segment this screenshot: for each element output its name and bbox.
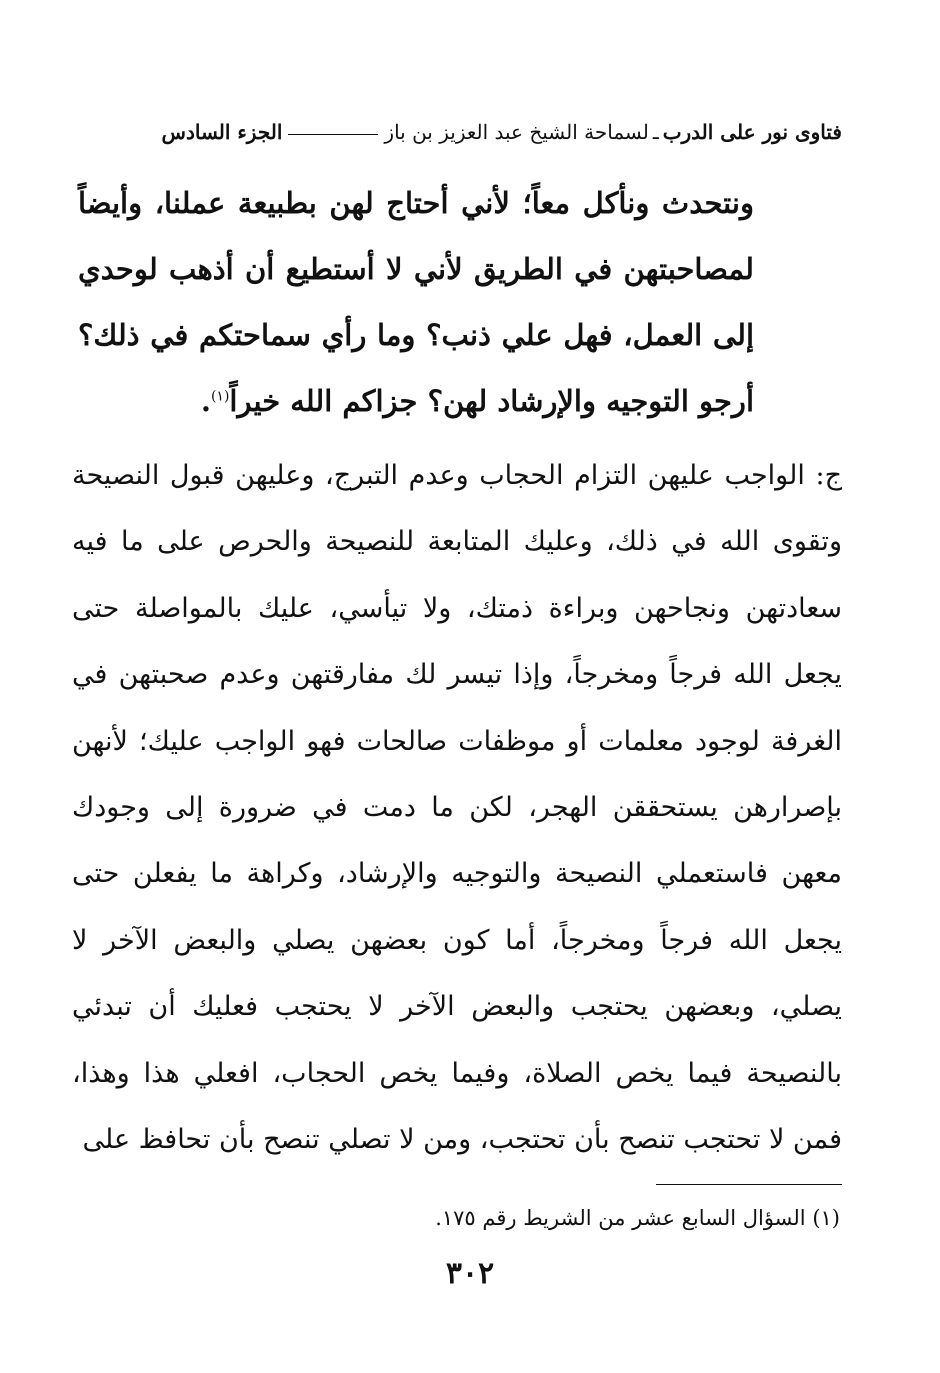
header-separator: ـ: [652, 120, 659, 144]
author-name: لسماحة الشيخ عبد العزيز بن باز: [384, 120, 649, 144]
answer-text: الواجب عليهن التزام الحجاب وعدم التبرج، وعليهن قبول النصيحة وتقوى الله في ذلك، وعليك المتابعة للنصيحة والحرص على ما فيه سعادتهن ونجاحهن وبراءة ذمتك، ولا تيأسي، عليك بالمواصلة حتى يجعل الله فرجاً ومخرجاً، وإذا تيسر لك مفارقتهن وعدم صحبتهن في الغرفة لوجود معلمات أو موظفات صالحات فهو الواجب عليك؛ لأنهن بإصرارهن يستحققن الهجر، لكن ما دمت في ضرورة إلى وجودك معهن فاستعملي النصيحة والتوجيه والإرشاد، وكراهة ما يفعلن حتى يجعل الله فرجاً ومخرجاً، أما كون بعضهن يصلي والبعض الآخر لا يصلي، وبعضهن يحتجب والبعض الآخر لا يحتجب فعليك أن تبدئي بالنصيحة فيما يخص الصلاة، وفيما يخص الحجاب، افعلي هذا وهذا، فمن لا تحتجب تنصح بأن تحتجب، ومن لا تصلي تنصح بأن تحافظ على: [72, 460, 842, 1156]
footnote-divider: [656, 1184, 842, 1185]
running-header: [78, 112, 842, 152]
footnote: (١) السؤال السابع عشر من الشريط رقم ١٧٥.: [435, 1206, 840, 1230]
question-text: ونتحدث ونأكل معاً؛ لأني أحتاج لهن بطبيعة عملنا، وأيضاً لمصاحبتهن في الطريق لأني لا أستطيع أن أذهب لوحدي إلى العمل، فهل علي ذنب؟ وما رأي سماحتكم في ذلك؟ أرجو التوجيه والإرشاد لهن؟ جزاكم الله خيراً: [78, 186, 754, 418]
page-number: ٣٠٢: [445, 1256, 495, 1291]
question-paragraph: [78, 170, 754, 434]
question-end-punct: .: [200, 384, 211, 418]
footnote-marker: (١): [210, 388, 230, 405]
volume-label: الجزء السادس: [161, 120, 283, 144]
answer-prefix: ج:: [815, 460, 842, 491]
book-title: فتاوى نور على الدرب: [662, 120, 842, 144]
answer-paragraph: [72, 443, 842, 1173]
header-rule: [288, 134, 378, 135]
